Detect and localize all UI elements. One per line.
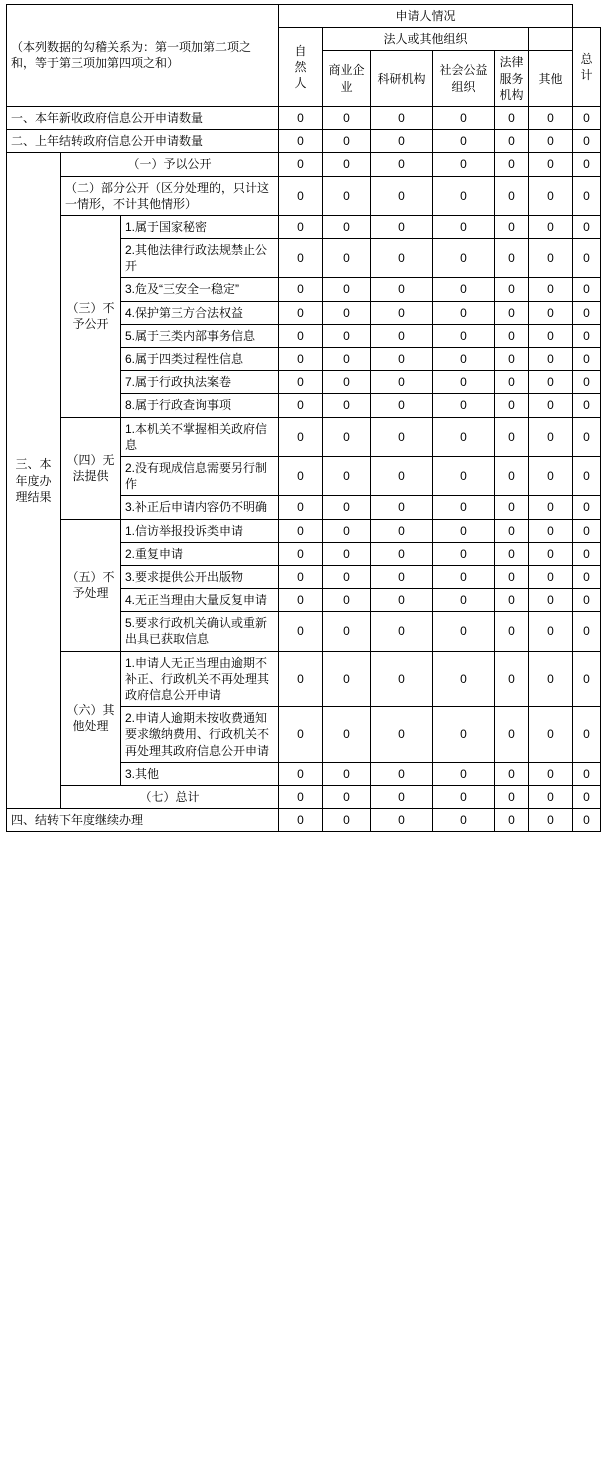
cell-value: 0: [323, 153, 371, 176]
cell-value: 0: [279, 762, 323, 785]
cell-value: 0: [573, 239, 601, 278]
cell-value: 0: [495, 417, 529, 456]
cell-value: 0: [371, 707, 433, 763]
cell-value: 0: [279, 324, 323, 347]
cell-value: 0: [573, 496, 601, 519]
section-label-three: 三、本年度办理结果: [7, 153, 61, 809]
header-natural-person: 自 然 人: [279, 28, 323, 107]
cell-value: 0: [279, 130, 323, 153]
cell-value: 0: [323, 612, 371, 651]
cell-value: 0: [433, 651, 495, 707]
cell-value: 0: [573, 106, 601, 129]
row-label-3-3-4: 4.保护第三方合法权益: [121, 301, 279, 324]
information-disclosure-statistics-table: [6, 4, 601, 832]
header-legal-or-other: 法人或其他组织: [323, 28, 529, 51]
row-label-3-3-5: 5.属于三类内部事务信息: [121, 324, 279, 347]
cell-value: 0: [573, 519, 601, 542]
table-row: [7, 417, 601, 456]
cell-value: 0: [371, 371, 433, 394]
cell-value: 0: [529, 153, 573, 176]
cell-value: 0: [371, 324, 433, 347]
cell-value: 0: [323, 707, 371, 763]
cell-value: 0: [495, 278, 529, 301]
cell-value: 0: [573, 589, 601, 612]
cell-value: 0: [371, 130, 433, 153]
cell-value: 0: [279, 496, 323, 519]
cell-value: 0: [433, 417, 495, 456]
row-label-3-1: （一）予以公开: [61, 153, 279, 176]
cell-value: 0: [495, 651, 529, 707]
cell-value: 0: [529, 215, 573, 238]
cell-value: 0: [573, 809, 601, 832]
row-label-3-5-3: 3.要求提供公开出版物: [121, 565, 279, 588]
cell-value: 0: [371, 215, 433, 238]
cell-value: 0: [433, 324, 495, 347]
cell-value: 0: [495, 324, 529, 347]
cell-value: 0: [433, 106, 495, 129]
cell-value: 0: [529, 589, 573, 612]
cell-value: 0: [279, 612, 323, 651]
cell-value: 0: [371, 239, 433, 278]
cell-value: 0: [495, 239, 529, 278]
row-label-4: 四、结转下年度继续办理: [7, 809, 279, 832]
cell-value: 0: [433, 278, 495, 301]
cell-value: 0: [433, 496, 495, 519]
cell-value: 0: [433, 612, 495, 651]
cell-value: 0: [495, 215, 529, 238]
row-label-3-6-3: 3.其他: [121, 762, 279, 785]
table-row: [7, 106, 601, 129]
cell-value: 0: [371, 565, 433, 588]
cell-value: 0: [573, 130, 601, 153]
cell-value: 0: [433, 371, 495, 394]
cell-value: 0: [323, 394, 371, 417]
cell-value: 0: [279, 542, 323, 565]
cell-value: 0: [495, 809, 529, 832]
cell-value: 0: [323, 106, 371, 129]
row-label-3-4-3: 3.补正后申请内容仍不明确: [121, 496, 279, 519]
cell-value: 0: [371, 278, 433, 301]
cell-value: 0: [371, 612, 433, 651]
cell-value: 0: [529, 762, 573, 785]
cell-value: 0: [371, 417, 433, 456]
cell-value: 0: [371, 301, 433, 324]
cell-value: 0: [323, 239, 371, 278]
cell-value: 0: [495, 394, 529, 417]
cell-value: 0: [529, 809, 573, 832]
cell-value: 0: [433, 565, 495, 588]
group-label-3-3: （三）不予公开: [61, 215, 121, 417]
cell-value: 0: [371, 456, 433, 495]
cell-value: 0: [495, 301, 529, 324]
cell-value: 0: [279, 371, 323, 394]
table-row: [7, 519, 601, 542]
cell-value: 0: [529, 130, 573, 153]
cell-value: 0: [529, 324, 573, 347]
cell-value: 0: [529, 106, 573, 129]
header-sub-legal-service: 法律服务机构: [495, 51, 529, 107]
cell-value: 0: [529, 239, 573, 278]
cell-value: 0: [433, 785, 495, 808]
cell-value: 0: [279, 785, 323, 808]
row-label-3-6-1: 1.申请人无正当理由逾期不补正、行政机关不再处理其政府信息公开申请: [121, 651, 279, 707]
row-label-1: 一、本年新收政府信息公开申请数量: [7, 106, 279, 129]
cell-value: 0: [529, 785, 573, 808]
cell-value: 0: [323, 371, 371, 394]
cell-value: 0: [371, 394, 433, 417]
cell-value: 0: [371, 496, 433, 519]
header-total: 总计: [573, 28, 601, 107]
cell-value: 0: [433, 762, 495, 785]
cell-value: 0: [371, 589, 433, 612]
cell-value: 0: [529, 496, 573, 519]
cell-value: 0: [495, 176, 529, 215]
table-row: [7, 215, 601, 238]
cell-value: 0: [573, 707, 601, 763]
cell-value: 0: [495, 519, 529, 542]
cell-value: 0: [371, 106, 433, 129]
header-applicant-situation: 申请人情况: [279, 5, 573, 28]
cell-value: 0: [495, 130, 529, 153]
table-header-row-1: [7, 5, 601, 28]
row-label-3-7: （七）总计: [61, 785, 279, 808]
cell-value: 0: [433, 456, 495, 495]
cell-value: 0: [323, 542, 371, 565]
row-label-2: 二、上年结转政府信息公开申请数量: [7, 130, 279, 153]
row-label-3-5-5: 5.要求行政机关确认或重新出具已获取信息: [121, 612, 279, 651]
header-sub-public-welfare: 社会公益组织: [433, 51, 495, 107]
cell-value: 0: [573, 785, 601, 808]
cell-value: 0: [573, 651, 601, 707]
cell-value: 0: [323, 519, 371, 542]
cell-value: 0: [323, 651, 371, 707]
row-label-3-3-7: 7.属于行政执法案卷: [121, 371, 279, 394]
table-row: [7, 130, 601, 153]
header-sub-research: 科研机构: [371, 51, 433, 107]
group-label-3-4: （四）无法提供: [61, 417, 121, 519]
row-label-3-6-2: 2.申请人逾期未按收费通知要求缴纳费用、行政机关不再处理其政府信息公开申请: [121, 707, 279, 763]
cell-value: 0: [279, 707, 323, 763]
cell-value: 0: [323, 809, 371, 832]
row-label-3-5-1: 1.信访举报投诉类申请: [121, 519, 279, 542]
cell-value: 0: [433, 153, 495, 176]
cell-value: 0: [323, 417, 371, 456]
cell-value: 0: [433, 348, 495, 371]
row-label-3-4-2: 2.没有现成信息需要另行制作: [121, 456, 279, 495]
cell-value: 0: [371, 651, 433, 707]
cell-value: 0: [433, 394, 495, 417]
cell-value: 0: [279, 153, 323, 176]
cell-value: 0: [495, 589, 529, 612]
column-relation-note: （本列数据的勾稽关系为：第一项加第二项之和，等于第三项加第四项之和）: [7, 5, 279, 107]
cell-value: 0: [371, 542, 433, 565]
cell-value: 0: [573, 348, 601, 371]
cell-value: 0: [495, 785, 529, 808]
cell-value: 0: [495, 565, 529, 588]
cell-value: 0: [323, 785, 371, 808]
cell-value: 0: [573, 371, 601, 394]
header-other-spacer: [529, 28, 573, 51]
cell-value: 0: [279, 589, 323, 612]
cell-value: 0: [371, 153, 433, 176]
cell-value: 0: [279, 215, 323, 238]
row-label-3-5-2: 2.重复申请: [121, 542, 279, 565]
cell-value: 0: [433, 519, 495, 542]
cell-value: 0: [529, 176, 573, 215]
cell-value: 0: [573, 762, 601, 785]
cell-value: 0: [495, 496, 529, 519]
cell-value: 0: [323, 176, 371, 215]
cell-value: 0: [279, 278, 323, 301]
cell-value: 0: [371, 176, 433, 215]
cell-value: 0: [371, 785, 433, 808]
cell-value: 0: [573, 542, 601, 565]
cell-value: 0: [433, 542, 495, 565]
cell-value: 0: [529, 519, 573, 542]
cell-value: 0: [323, 278, 371, 301]
row-label-3-3-6: 6.属于四类过程性信息: [121, 348, 279, 371]
cell-value: 0: [573, 565, 601, 588]
row-label-3-3-1: 1.属于国家秘密: [121, 215, 279, 238]
cell-value: 0: [433, 239, 495, 278]
cell-value: 0: [495, 153, 529, 176]
header-sub-other: 其他: [529, 51, 573, 107]
cell-value: 0: [573, 153, 601, 176]
header-sub-business: 商业企业: [323, 51, 371, 107]
cell-value: 0: [279, 348, 323, 371]
cell-value: 0: [323, 589, 371, 612]
cell-value: 0: [323, 324, 371, 347]
cell-value: 0: [529, 456, 573, 495]
cell-value: 0: [279, 106, 323, 129]
group-label-3-5: （五）不予处理: [61, 519, 121, 651]
cell-value: 0: [279, 417, 323, 456]
row-label-3-3-2: 2.其他法律行政法规禁止公开: [121, 239, 279, 278]
group-label-3-6: （六）其他处理: [61, 651, 121, 785]
cell-value: 0: [573, 417, 601, 456]
cell-value: 0: [279, 809, 323, 832]
cell-value: 0: [433, 589, 495, 612]
cell-value: 0: [279, 301, 323, 324]
cell-value: 0: [529, 651, 573, 707]
cell-value: 0: [279, 651, 323, 707]
cell-value: 0: [573, 176, 601, 215]
cell-value: 0: [371, 762, 433, 785]
cell-value: 0: [529, 612, 573, 651]
row-label-3-5-4: 4.无正当理由大量反复申请: [121, 589, 279, 612]
cell-value: 0: [433, 215, 495, 238]
cell-value: 0: [495, 371, 529, 394]
cell-value: 0: [529, 278, 573, 301]
cell-value: 0: [529, 707, 573, 763]
cell-value: 0: [433, 176, 495, 215]
cell-value: 0: [573, 612, 601, 651]
row-label-3-2: （二）部分公开（区分处理的，只计这一情形，不计其他情形）: [61, 176, 279, 215]
cell-value: 0: [495, 106, 529, 129]
cell-value: 0: [529, 542, 573, 565]
cell-value: 0: [433, 130, 495, 153]
cell-value: 0: [529, 394, 573, 417]
cell-value: 0: [495, 612, 529, 651]
cell-value: 0: [433, 301, 495, 324]
table-row: [7, 785, 601, 808]
row-label-3-3-8: 8.属于行政查询事项: [121, 394, 279, 417]
cell-value: 0: [371, 519, 433, 542]
cell-value: 0: [433, 707, 495, 763]
table-row: [7, 809, 601, 832]
cell-value: 0: [529, 371, 573, 394]
cell-value: 0: [323, 348, 371, 371]
cell-value: 0: [573, 456, 601, 495]
cell-value: 0: [573, 278, 601, 301]
cell-value: 0: [529, 348, 573, 371]
cell-value: 0: [495, 456, 529, 495]
table-row: [7, 651, 601, 707]
cell-value: 0: [323, 456, 371, 495]
table-row: [7, 153, 601, 176]
cell-value: 0: [573, 324, 601, 347]
cell-value: 0: [495, 542, 529, 565]
row-label-3-4-1: 1.本机关不掌握相关政府信息: [121, 417, 279, 456]
table-row: [7, 176, 601, 215]
cell-value: 0: [433, 809, 495, 832]
cell-value: 0: [495, 707, 529, 763]
cell-value: 0: [529, 417, 573, 456]
cell-value: 0: [323, 762, 371, 785]
cell-value: 0: [279, 394, 323, 417]
cell-value: 0: [323, 215, 371, 238]
cell-value: 0: [279, 565, 323, 588]
cell-value: 0: [529, 301, 573, 324]
cell-value: 0: [573, 301, 601, 324]
cell-value: 0: [371, 809, 433, 832]
cell-value: 0: [323, 301, 371, 324]
cell-value: 0: [573, 215, 601, 238]
cell-value: 0: [573, 394, 601, 417]
cell-value: 0: [495, 762, 529, 785]
cell-value: 0: [323, 565, 371, 588]
cell-value: 0: [495, 348, 529, 371]
cell-value: 0: [529, 565, 573, 588]
cell-value: 0: [279, 519, 323, 542]
cell-value: 0: [279, 456, 323, 495]
cell-value: 0: [279, 239, 323, 278]
row-label-3-3-3: 3.危及“三安全一稳定”: [121, 278, 279, 301]
cell-value: 0: [279, 176, 323, 215]
cell-value: 0: [371, 348, 433, 371]
cell-value: 0: [323, 496, 371, 519]
cell-value: 0: [323, 130, 371, 153]
